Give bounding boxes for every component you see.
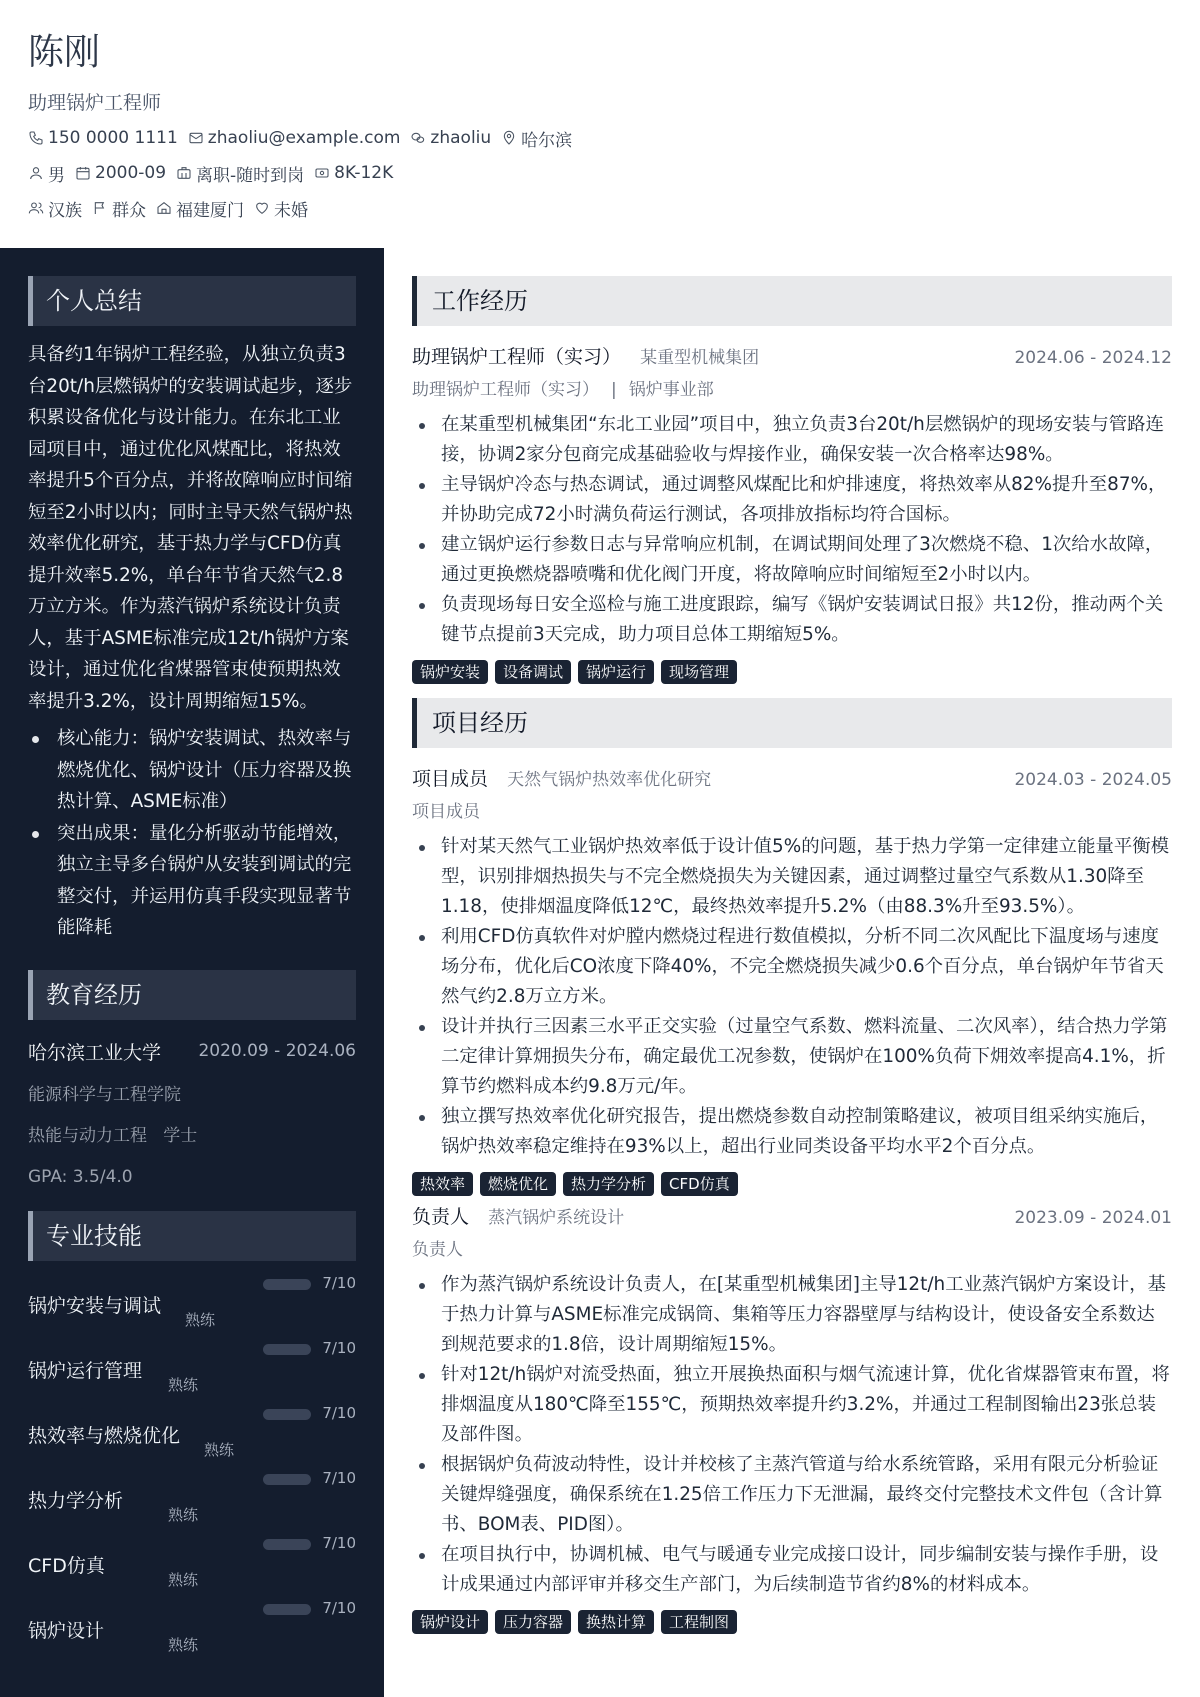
- people-icon: [28, 200, 44, 216]
- heart-icon: [254, 200, 270, 216]
- location-item: [501, 126, 572, 151]
- project-bullet: 针对某天然气工业锅炉热效率低于设计值5%的问题，基于热力学第一定律建立能量平衡模型，识别排烟热损失与不完全燃烧损失为关键因素，通过调整过量空气系数从1.30降至1.18，使排烟温度降低12℃，最终热效率提升5.2%（由88.3%升至93.5%）。: [412, 832, 1172, 922]
- project-section-title: 项目经历: [412, 698, 1172, 748]
- gpa: GPA: 3.5/4.0: [28, 1166, 133, 1187]
- skill-bar: [263, 1474, 311, 1485]
- skill-item: [28, 1594, 356, 1659]
- ethnicity-text: 汉族: [48, 200, 82, 221]
- skills-list: [28, 1269, 356, 1659]
- location-icon: [501, 130, 517, 146]
- work-bullet: 建立锅炉运行参数日志与异常响应机制，在调试期间处理了3次燃烧不稳、1次给水故障，通过更换燃烧器喷嘴和优化阀门开度，将故障响应时间缩短至2小时以内。: [412, 530, 1172, 590]
- skill-tag: 燃烧优化: [480, 1172, 556, 1196]
- work-bullets: [412, 410, 1172, 650]
- skill-bar: [263, 1279, 311, 1290]
- project-sub-role: 项目成员: [412, 802, 480, 822]
- political-text: 群众: [112, 200, 146, 221]
- skill-score: 7/10: [322, 1468, 356, 1487]
- project-bullet: 利用CFD仿真软件对炉膛内燃烧过程进行数值模拟，分析不同二次风配比下温度场与速度场分布，优化后CO浓度下降40%，不完全燃烧损失减少0.6个百分点，单台锅炉年节省天然气约2.8万立方米。: [412, 922, 1172, 1012]
- skill-name: 锅炉安装与调试: [28, 1294, 162, 1317]
- project-entry-head: [412, 1202, 1172, 1229]
- skill-item: [28, 1464, 356, 1529]
- skill-item: [28, 1399, 356, 1464]
- birth-text: 2000-09: [95, 163, 167, 183]
- location-text: 哈尔滨: [521, 130, 573, 151]
- skill-name: 热效率与燃烧优化: [28, 1424, 181, 1447]
- project-bullet: 独立撰写热效率优化研究报告，提出燃烧参数自动控制策略建议，被项目组采纳实施后，锅炉热效率稳定维持在93%以上，超出行业同类设备平均水平2个百分点。: [412, 1102, 1172, 1162]
- project-role: 项目成员: [412, 768, 489, 790]
- project-bullet: 作为蒸汽锅炉系统设计负责人，在[某重型机械集团]主导12t/h工业蒸汽锅炉方案设计，基于热力计算与ASME标准完成锅筒、集箱等压力容器壁厚与结构设计，使设备安全系数达到规范要求的1.8倍，设计周期缩短15%。: [412, 1270, 1172, 1360]
- status-text: 离职-随时到岗: [196, 165, 305, 186]
- skill-tag: 热力学分析: [563, 1172, 654, 1196]
- project-name: 天然气锅炉热效率优化研究: [507, 770, 712, 790]
- project-bullets: [412, 832, 1172, 1162]
- work-subtitle: [412, 375, 1172, 400]
- summary-point: 突出成果：量化分析驱动节能增效，独立主导多台锅炉从安装到调试的完整交付，并运用仿真手段实现显著节能降耗: [28, 818, 356, 944]
- phone-item[interactable]: [28, 128, 178, 148]
- skill-level: 熟练: [168, 1505, 199, 1524]
- project-entry-head: [412, 764, 1172, 791]
- project-tags: [412, 1610, 1172, 1634]
- user-icon: [28, 165, 44, 181]
- skill-tag: CFD仿真: [661, 1172, 738, 1196]
- ethnicity-item: [28, 196, 82, 221]
- work-bullet: 在某重型机械集团“东北工业园”项目中，独立负责3台20t/h层燃锅炉的现场安装与管路连接，协调2家分包商完成基础验收与焊接作业，确保安装一次合格率达98%。: [412, 410, 1172, 470]
- money-icon: [314, 165, 330, 181]
- phone-icon: [28, 130, 44, 146]
- work-company: 某重型机械集团: [640, 348, 760, 368]
- work-tags: [412, 660, 1172, 684]
- project-bullets: [412, 1270, 1172, 1600]
- skill-item: [28, 1269, 356, 1334]
- skill-bar: [263, 1539, 311, 1550]
- school-name: 哈尔滨工业大学: [28, 1041, 162, 1064]
- skill-tag: 热效率: [412, 1172, 473, 1196]
- project-bullet: 设计并执行三因素三水平正交实验（过量空气系数、燃料流量、二次风率），结合热力学第二定律计算㶲损失分布，确定最优工况参数，使锅炉在100%负荷下㶲效率提高4.1%，折算节约燃料成本约9.8万元/年。: [412, 1012, 1172, 1102]
- skill-tag: 换热计算: [578, 1610, 654, 1634]
- education-date: 2020.09 - 2024.06: [198, 1041, 356, 1061]
- wechat-text: zhaoliu: [430, 128, 492, 148]
- skill-level: 熟练: [185, 1310, 216, 1329]
- skill-score: 7/10: [322, 1273, 356, 1292]
- mail-icon: [188, 130, 204, 146]
- summary-point: 核心能力：锅炉安装调试、热效率与燃烧优化、锅炉设计（压力容器及换热计算、ASME标准）: [28, 723, 356, 818]
- skill-name: 锅炉运行管理: [28, 1359, 143, 1382]
- phone-text: 150 0000 1111: [48, 128, 178, 148]
- skill-score: 7/10: [322, 1598, 356, 1617]
- work-department: 锅炉事业部: [628, 380, 714, 400]
- skill-name: 锅炉设计: [28, 1619, 105, 1642]
- skill-score: 7/10: [322, 1338, 356, 1357]
- hometown-text: 福建厦门: [176, 200, 244, 221]
- main-content: [412, 248, 1172, 1648]
- project-name: 蒸汽锅炉系统设计: [488, 1208, 625, 1228]
- work-entry-head: [412, 342, 1172, 369]
- skills-section-title: 专业技能: [28, 1211, 356, 1261]
- skill-tag: 现场管理: [661, 660, 737, 684]
- skill-tag: 锅炉运行: [578, 660, 654, 684]
- gender-item: [28, 161, 65, 186]
- marital-text: 未婚: [274, 200, 308, 221]
- sidebar: [0, 248, 384, 1697]
- skill-tag: 锅炉安装: [412, 660, 488, 684]
- skill-level: 熟练: [168, 1635, 199, 1654]
- work-section-title: 工作经历: [412, 276, 1172, 326]
- calendar-icon: [75, 165, 91, 181]
- skill-bar: [263, 1344, 311, 1355]
- project-bullet: 针对12t/h锅炉对流受热面，独立开展换热面积与烟气流速计算，优化省煤器管束布置，将排烟温度从180℃降至155℃，预期热效率提升约3.2%，并通过工程制图输出23张总装及部件图。: [412, 1360, 1172, 1450]
- wechat-icon: [410, 130, 426, 146]
- gender-text: 男: [48, 165, 65, 186]
- skill-tag: 工程制图: [661, 1610, 737, 1634]
- summary-points: [28, 723, 356, 944]
- skill-tag: 锅炉设计: [412, 1610, 488, 1634]
- candidate-title: 助理锅炉工程师: [28, 92, 162, 114]
- personal-row: [28, 160, 1172, 186]
- skill-level: 熟练: [168, 1375, 199, 1394]
- salary-item: [314, 163, 393, 183]
- project-role: 负责人: [412, 1206, 470, 1228]
- hometown-item: [156, 196, 244, 221]
- status-item: [176, 161, 304, 186]
- major-degree: 热能与动力工程 学士: [28, 1125, 198, 1146]
- work-bullet: 主导锅炉冷态与热态调试，通过调整风煤配比和炉排速度，将热效率从82%提升至87%，并协助完成72小时满负荷运行测试，各项排放指标均符合国标。: [412, 470, 1172, 530]
- education-section-title: 教育经历: [28, 970, 356, 1020]
- summary-section-title: 个人总结: [28, 276, 356, 326]
- project-tags: [412, 1172, 1172, 1196]
- skill-bar: [263, 1604, 311, 1615]
- work-sub-separator: |: [611, 380, 617, 400]
- skill-name: CFD仿真: [28, 1554, 105, 1577]
- skill-score: 7/10: [322, 1533, 356, 1552]
- project-bullet: 根据锅炉负荷波动特性，设计并校核了主蒸汽管道与给水系统管路，采用有限元分析验证关键焊缝强度，确保系统在1.25倍工作压力下无泄漏，最终交付完整技术文件包（含计算书、BOM表、PID图）。: [412, 1450, 1172, 1540]
- project-date: 2023.09 - 2024.01: [1014, 1208, 1172, 1228]
- flag-icon: [92, 200, 108, 216]
- work-role: 助理锅炉工程师（实习）: [412, 346, 622, 368]
- project-date: 2024.03 - 2024.05: [1014, 770, 1172, 790]
- email-text: zhaoliu@example.com: [207, 128, 401, 148]
- email-item[interactable]: [188, 128, 401, 148]
- contact-row: [28, 125, 1172, 151]
- skill-level: 熟练: [168, 1570, 199, 1589]
- skill-bar: [263, 1409, 311, 1420]
- resume-header: [0, 0, 1200, 248]
- candidate-name: 陈刚: [28, 32, 101, 73]
- birth-item: [75, 163, 166, 183]
- skill-score: 7/10: [322, 1403, 356, 1422]
- skill-tag: 压力容器: [495, 1610, 571, 1634]
- home-icon: [156, 200, 172, 216]
- education-entry: [28, 1038, 356, 1065]
- wechat-item[interactable]: [410, 128, 491, 148]
- background-row: [28, 195, 1172, 221]
- skill-level: 熟练: [204, 1440, 235, 1459]
- work-date: 2024.06 - 2024.12: [1014, 348, 1172, 368]
- summary-text: 具备约1年锅炉工程经验，从独立负责3台20t/h层燃锅炉的安装调试起步，逐步积累设备优化与设计能力。在东北工业园项目中，通过优化风煤配比，将热效率提升5个百分点，并将故障响应时间缩短至2小时以内；同时主导天然气锅炉热效率优化研究，基于热力学与CFD仿真提升效率5.2%，单台年节省天然气2.8万立方米。作为蒸汽锅炉系统设计负责人，基于ASME标准完成12t/h锅炉方案设计，通过优化省煤器管束使预期热效率提升3.2%，设计周期缩短15%。: [28, 344, 353, 712]
- college-name: 能源科学与工程学院: [28, 1084, 181, 1105]
- marital-item: [254, 196, 308, 221]
- skill-item: [28, 1334, 356, 1399]
- skill-name: 热力学分析: [28, 1489, 124, 1512]
- project-sub-role: 负责人: [412, 1240, 463, 1260]
- project-bullet: 在项目执行中，协调机械、电气与暖通专业完成接口设计，同步编制安装与操作手册，设计成果通过内部评审并移交生产部门，为后续制造节省约8%的材料成本。: [412, 1540, 1172, 1600]
- work-bullet: 负责现场每日安全巡检与施工进度跟踪，编写《锅炉安装调试日报》共12份，推动两个关键节点提前3天完成，助力项目总体工期缩短5%。: [412, 590, 1172, 650]
- work-sub-role: 助理锅炉工程师（实习）: [412, 380, 599, 400]
- skill-item: [28, 1529, 356, 1594]
- skill-tag: 设备调试: [495, 660, 571, 684]
- briefcase-icon: [176, 165, 192, 181]
- political-item: [92, 196, 146, 221]
- salary-text: 8K-12K: [334, 163, 394, 183]
